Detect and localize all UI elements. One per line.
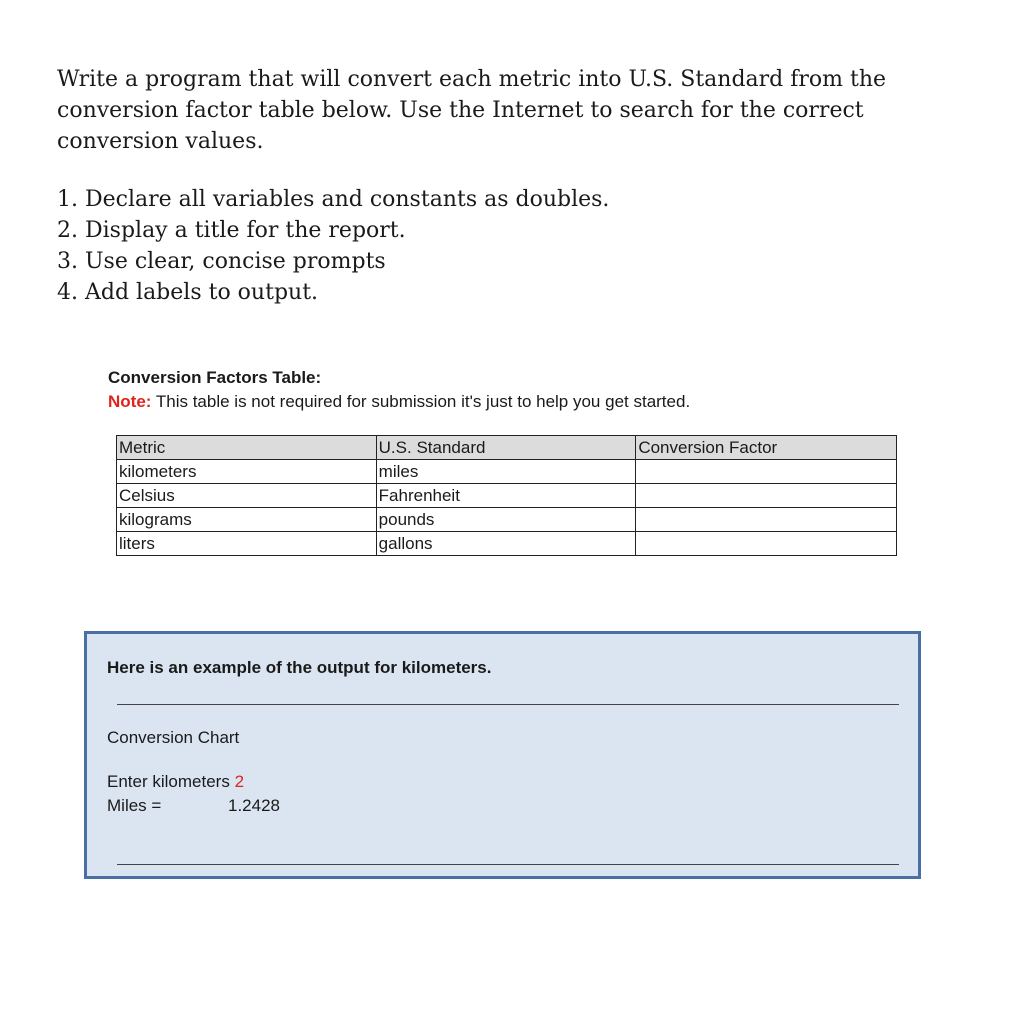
table-row: [117, 508, 897, 532]
result-value: 1.2428: [228, 796, 280, 815]
divider: [117, 704, 899, 705]
header-us-standard: U.S. Standard: [376, 436, 636, 460]
cell-us-standard: Fahrenheit: [376, 484, 636, 508]
table-note: [108, 392, 690, 412]
prompt-label: Enter kilometers: [107, 772, 230, 791]
cell-us-standard: miles: [376, 460, 636, 484]
divider: [117, 864, 899, 865]
table-row: [117, 484, 897, 508]
example-title: Here is an example of the output for kilometers.: [107, 658, 492, 677]
cell-conversion-factor: [636, 484, 897, 508]
requirements-list: [57, 184, 609, 308]
cell-us-standard: pounds: [376, 508, 636, 532]
example-output-box: [84, 631, 921, 879]
cell-metric: kilometers: [117, 460, 377, 484]
note-label: Note:: [108, 392, 152, 411]
cell-metric: kilograms: [117, 508, 377, 532]
header-metric: Metric: [117, 436, 377, 460]
requirement-item: 3. Use clear, concise prompts: [57, 249, 386, 274]
table-row: [117, 532, 897, 556]
table-row: [117, 460, 897, 484]
conversion-factors-table: [116, 435, 897, 556]
result-label: Miles =: [107, 796, 162, 815]
cell-conversion-factor: [636, 508, 897, 532]
cell-us-standard: gallons: [376, 532, 636, 556]
output-prompt-line: [107, 772, 244, 792]
header-conversion-factor: Conversion Factor: [636, 436, 897, 460]
table-title: Conversion Factors Table:: [108, 368, 322, 387]
note-text: This table is not required for submission it's just to help you get started.: [155, 392, 691, 411]
requirement-item: 1. Declare all variables and constants as doubles.: [57, 187, 610, 212]
cell-conversion-factor: [636, 532, 897, 556]
output-report-title: Conversion Chart: [107, 728, 240, 747]
output-result-line: [107, 796, 280, 816]
prompt-input-value: 2: [234, 772, 245, 791]
requirement-item: 2. Display a title for the report.: [57, 218, 406, 243]
cell-metric: Celsius: [117, 484, 377, 508]
requirement-item: 4. Add labels to output.: [57, 280, 319, 305]
cell-conversion-factor: [636, 460, 897, 484]
cell-metric: liters: [117, 532, 377, 556]
table-header-row: [117, 436, 897, 460]
assignment-intro: Write a program that will convert each metric into U.S. Standard from the conversion factor table below. Use the Internet to search for the correct conversion values.: [57, 67, 887, 154]
